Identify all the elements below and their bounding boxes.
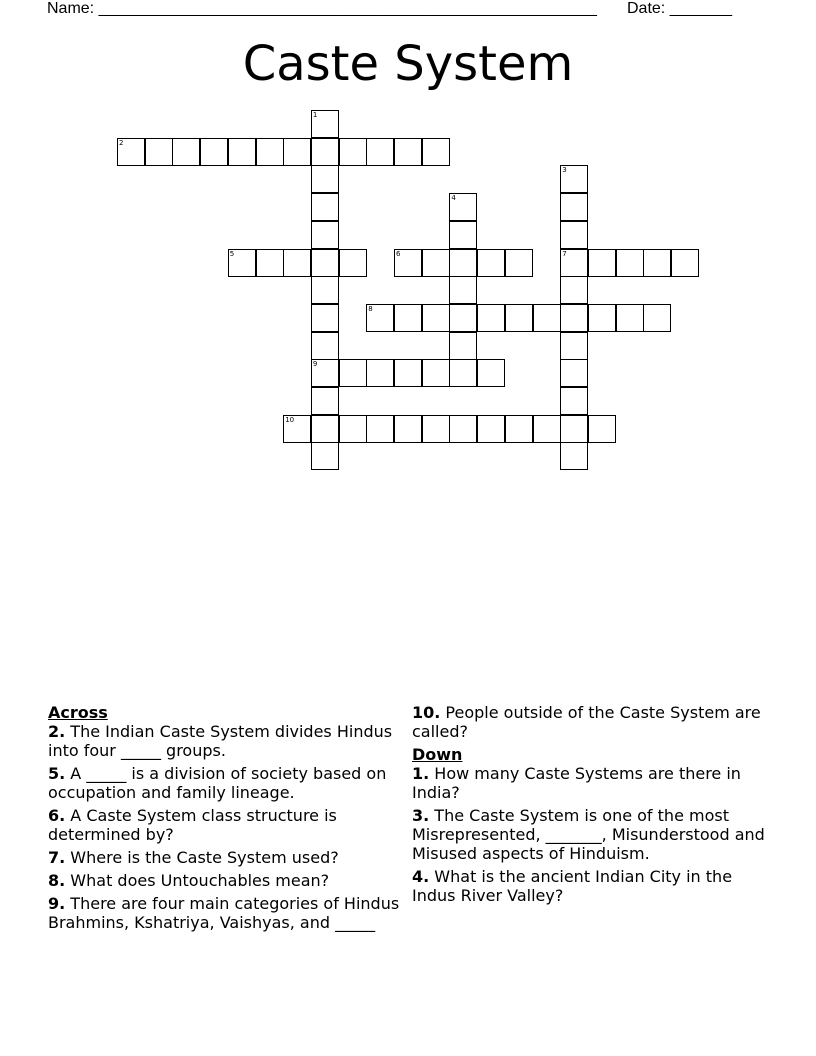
grid-cell[interactable] <box>394 249 422 277</box>
clue-number: 10. <box>412 703 441 722</box>
grid-cell[interactable] <box>477 249 505 277</box>
grid-cell[interactable] <box>145 138 173 166</box>
grid-cell[interactable] <box>311 387 339 415</box>
grid-cell[interactable] <box>311 165 339 193</box>
clue-text: What does Untouchables mean? <box>65 871 330 890</box>
grid-cell[interactable] <box>311 415 339 443</box>
grid-cell[interactable] <box>560 249 588 277</box>
grid-cell[interactable] <box>366 138 394 166</box>
across-heading: Across <box>48 703 108 722</box>
clue-down-3 <box>412 806 767 863</box>
grid-cell[interactable] <box>588 249 616 277</box>
clue-text: The Caste System is one of the most Misrepresented, _______, Misunderstood and Misused aspects of Hinduism. <box>412 806 765 863</box>
clues-right-column <box>412 703 767 909</box>
clue-down-4 <box>412 867 767 905</box>
page-title: Caste System <box>242 36 574 92</box>
clue-number: 6. <box>48 806 66 825</box>
grid-cell[interactable] <box>311 276 339 304</box>
grid-cell[interactable] <box>477 415 505 443</box>
clue-number: 5. <box>48 764 66 783</box>
clue-across-10 <box>412 703 767 741</box>
grid-cell[interactable] <box>560 442 588 470</box>
grid-cell[interactable] <box>533 415 561 443</box>
grid-cell[interactable] <box>339 138 367 166</box>
grid-cell[interactable] <box>394 359 422 387</box>
grid-cell[interactable] <box>560 332 588 360</box>
grid-cell[interactable] <box>560 276 588 304</box>
clue-number: 4. <box>412 867 430 886</box>
clue-text: Where is the Caste System used? <box>65 848 339 867</box>
cell-number: 6 <box>396 249 401 258</box>
clue-down-1 <box>412 764 767 802</box>
grid-cell[interactable] <box>200 138 228 166</box>
grid-cell[interactable] <box>560 359 588 387</box>
clue-number: 8. <box>48 871 66 890</box>
grid-cell[interactable] <box>311 110 339 138</box>
cell-number: 7 <box>562 249 567 258</box>
cell-number: 9 <box>312 360 318 369</box>
grid-cell[interactable] <box>366 359 394 387</box>
down-heading: Down <box>412 745 463 764</box>
grid-cell[interactable] <box>228 138 256 166</box>
grid-cell[interactable] <box>449 304 477 332</box>
grid-cell[interactable] <box>339 415 367 443</box>
cell-number: 2 <box>119 138 124 147</box>
clues-left-column <box>48 703 403 936</box>
clue-number: 9. <box>48 894 66 913</box>
clue-text: There are four main categories of Hindus Brahmins, Kshatriya, Vaishyas, and _____ <box>48 894 400 932</box>
grid-cell[interactable] <box>616 304 644 332</box>
name-field-label[interactable]: Name: ________________________________________________________ <box>47 0 597 17</box>
grid-cell[interactable] <box>339 359 367 387</box>
grid-cell[interactable] <box>311 221 339 249</box>
grid-cell[interactable] <box>311 138 339 166</box>
grid-cell[interactable] <box>311 304 339 332</box>
grid-cell[interactable] <box>505 249 533 277</box>
grid-cell[interactable] <box>228 249 256 277</box>
grid-cell[interactable] <box>449 359 477 387</box>
grid-cell[interactable] <box>311 359 339 387</box>
clue-text: A _____ is a division of society based on occupation and family lineage. <box>48 764 387 802</box>
clue-text: People outside of the Caste System are called? <box>412 703 761 741</box>
grid-cell[interactable] <box>394 415 422 443</box>
grid-cell[interactable] <box>422 359 450 387</box>
grid-cell[interactable] <box>671 249 699 277</box>
grid-cell[interactable] <box>560 221 588 249</box>
clue-text: The Indian Caste System divides Hindus into four _____ groups. <box>48 722 393 760</box>
grid-cell[interactable] <box>311 249 339 277</box>
clue-number: 7. <box>48 848 66 867</box>
grid-cell[interactable] <box>477 359 505 387</box>
grid-cell[interactable] <box>366 304 394 332</box>
cell-number: 3 <box>562 166 567 175</box>
clue-number: 3. <box>412 806 430 825</box>
clue-across-5 <box>48 764 403 802</box>
grid-cell[interactable] <box>256 249 284 277</box>
clue-across-2 <box>48 722 403 760</box>
cell-number: 10 <box>285 415 295 424</box>
grid-cell[interactable] <box>560 193 588 221</box>
grid-cell[interactable] <box>422 304 450 332</box>
clue-across-9 <box>48 894 403 932</box>
grid-cell[interactable] <box>505 415 533 443</box>
grid-cell[interactable] <box>533 304 561 332</box>
grid-cell[interactable] <box>366 415 394 443</box>
grid-cell[interactable] <box>339 249 367 277</box>
grid-cell[interactable] <box>449 249 477 277</box>
grid-cell[interactable] <box>449 332 477 360</box>
grid-cell[interactable] <box>560 415 588 443</box>
cell-number: 8 <box>368 304 373 313</box>
grid-cell[interactable] <box>560 165 588 193</box>
clue-across-7 <box>48 848 403 867</box>
grid-cell[interactable] <box>311 193 339 221</box>
grid-cell[interactable] <box>172 138 200 166</box>
clue-number: 1. <box>412 764 430 783</box>
clue-text: A Caste System class structure is determined by? <box>48 806 337 844</box>
clue-text: What is the ancient Indian City in the Indus River Valley? <box>412 867 733 905</box>
grid-cell[interactable] <box>449 415 477 443</box>
grid-cell[interactable] <box>560 304 588 332</box>
cell-number: 4 <box>451 194 456 203</box>
clue-across-8 <box>48 871 403 890</box>
grid-cell[interactable] <box>394 304 422 332</box>
grid-cell[interactable] <box>311 442 339 470</box>
grid-cell[interactable] <box>477 304 505 332</box>
grid-cell[interactable] <box>422 138 450 166</box>
grid-cell[interactable] <box>422 249 450 277</box>
cell-number: 5 <box>229 249 235 258</box>
clue-across-6 <box>48 806 403 844</box>
grid-cell[interactable] <box>449 276 477 304</box>
grid-cell[interactable] <box>283 138 311 166</box>
grid-cell[interactable] <box>449 193 477 221</box>
cell-number: 1 <box>312 111 318 119</box>
grid-cell[interactable] <box>117 138 145 166</box>
grid-cell[interactable] <box>560 387 588 415</box>
grid-cell[interactable] <box>283 415 311 443</box>
crossword-grid <box>0 0 816 480</box>
grid-cell[interactable] <box>616 249 644 277</box>
date-field-label[interactable]: Date: _______ <box>627 0 732 17</box>
grid-cell[interactable] <box>256 138 284 166</box>
grid-cell[interactable] <box>449 221 477 249</box>
grid-cell[interactable] <box>643 304 671 332</box>
grid-cell[interactable] <box>394 138 422 166</box>
grid-cell[interactable] <box>422 415 450 443</box>
grid-cell[interactable] <box>588 304 616 332</box>
clue-number: 2. <box>48 722 66 741</box>
grid-cell[interactable] <box>588 415 616 443</box>
grid-cell[interactable] <box>643 249 671 277</box>
clue-text: How many Caste Systems are there in India? <box>412 764 741 802</box>
grid-cell[interactable] <box>505 304 533 332</box>
grid-cell[interactable] <box>283 249 311 277</box>
grid-cell[interactable] <box>311 332 339 360</box>
